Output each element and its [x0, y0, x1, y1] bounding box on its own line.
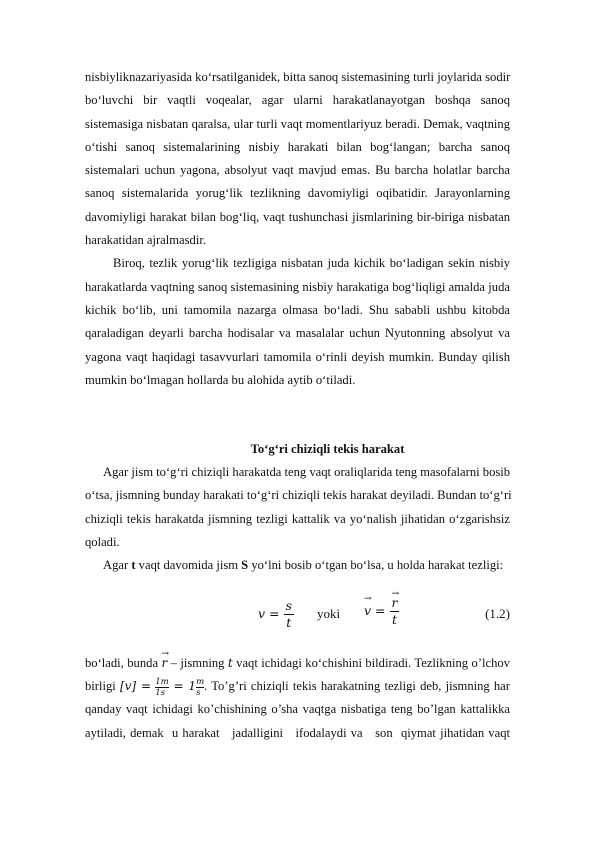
- text-line: aytiladi, demak u harakat jadalligini ifodalaydi va son qiymat jihatidan vaqt: [85, 725, 510, 740]
- text-line: sanoq sistemalarida yorug‘lik tezlikning davomiyligi oqibatidir. Jarayonlarning: [85, 186, 510, 201]
- text-line: qoladi.: [85, 535, 120, 550]
- text-line: nisbiyliknazariyasida ko‘rsatilganidek, bitta sanoq sistemasining turli joylarida sodir: [85, 70, 511, 84]
- fraction-s-over-t: $\frac{s}{t}$: [285, 597, 292, 630]
- paragraph-uniform-motion: [85, 461, 510, 554]
- text-line: o‘tsa, jismning bunday harakati to‘g‘ri chiziqli tekis harakat deyiladi. Bundan to‘g‘ri: [85, 488, 512, 503]
- paragraph-relativity: [85, 66, 510, 252]
- text-line: Agar jism to‘g‘ri chiziqli harakatda teng vaqt oraliqlarida teng masofalarni bosib: [103, 465, 511, 480]
- text-line: bo‘luvchi bir vaqtli voqealar, agar ularni harakatlanayotgan boshqa sanoq: [85, 93, 510, 108]
- paragraph-velocity-definition: [85, 652, 510, 745]
- text-line: Biroq, tezlik yorug‘lik tezligiga nisbatan juda kichik bo‘ladigan sekin nisbiy: [113, 256, 510, 271]
- fraction-1m-over-1s: $\frac{1m}{1s}$: [155, 676, 169, 698]
- document-page: [85, 66, 510, 745]
- fraction-r-over-t: → $\frac{r}{t}$: [390, 595, 400, 628]
- text-line: o‘tishi sanoq sistemalarining nisbiy harakati bilan bog‘langan; barcha sanoq: [85, 139, 510, 154]
- text-line: qanday vaqt ichidagi ko’chishining o’sha vaqtga nisbatiga teng bo’lgan kattalikka: [85, 702, 510, 717]
- text-line: harakatlarda vaqtning sanoq sistemasining nisbiy harakatiga bog‘liqligi amalda juda: [85, 279, 510, 294]
- text-line: kichik bo‘lib, uni tamomila nazarga olmasa bo‘ladi. Shu sababli ushbu kitobda: [85, 302, 510, 317]
- text-line: qaraladigan deyarli barcha hodisalar va masalalar uchun Nyutonning absolyut va: [85, 326, 510, 341]
- formula-vector: → v = → $\frac{r}{t}$: [364, 595, 399, 628]
- variable-S: S: [241, 558, 249, 573]
- formula-scalar: v = $\frac{s}{t}$: [258, 597, 292, 630]
- text-line: harakatidan ajralmasdir.: [85, 233, 206, 248]
- text-line: birligi [v] = $\frac{1m}{1s}$ = 1 $\frac{m}{s}$ . To’g’ri chiziqli tekis harakatning tezligi deb, jismning har: [85, 676, 510, 698]
- variable-t: t: [131, 558, 136, 573]
- paragraph-newton-time: [85, 252, 510, 392]
- fraction-m-over-s: $\frac{m}{s}$: [196, 676, 205, 698]
- text-line: yagona vaqt haqidagi tasavvurlari tamomila o‘rinli deyish mumkin. Bunday qilish: [85, 349, 510, 364]
- text-line: sistemasiga nisbatan qaralsa, ular turli vaqt momentlariyuz beradi. Demak, vaqtning: [85, 116, 510, 131]
- text-line: mumkin bo‘lmagan hollarda bu alohida aytib o‘tiladi.: [85, 372, 356, 387]
- text-line: chiziqli tekis harakatda jismning tezligi kattalik va yo‘nalish jihatidan o‘zgarishsiz: [85, 511, 510, 526]
- text-line: Agar t vaqt davomida jism S yo‘lni bosib o‘tgan bo‘lsa, u holda harakat tezligi:: [103, 558, 504, 573]
- section-heading: To‘g‘ri chiziqli tekis harakat: [250, 442, 405, 457]
- formula-or: yoki: [317, 605, 341, 621]
- equation-number: (1.2): [485, 605, 510, 621]
- text-line: davomiyligi harakat bilan bog‘liq, vaqt tushunchasi jismlarining bir-biriga nisbatan: [85, 209, 510, 224]
- text-line: sistemalari uchun yagona, absolyut vaqt mavjud emas. Bu barcha holatlar barcha: [85, 163, 510, 178]
- velocity-formula: [85, 592, 510, 642]
- text-line: bo‘ladi, bunda → r – jismning t vaqt ichidagi ko‘chishini bildiradi. Tezlikning o’lchov: [85, 652, 510, 675]
- paragraph-velocity-intro: [85, 554, 510, 577]
